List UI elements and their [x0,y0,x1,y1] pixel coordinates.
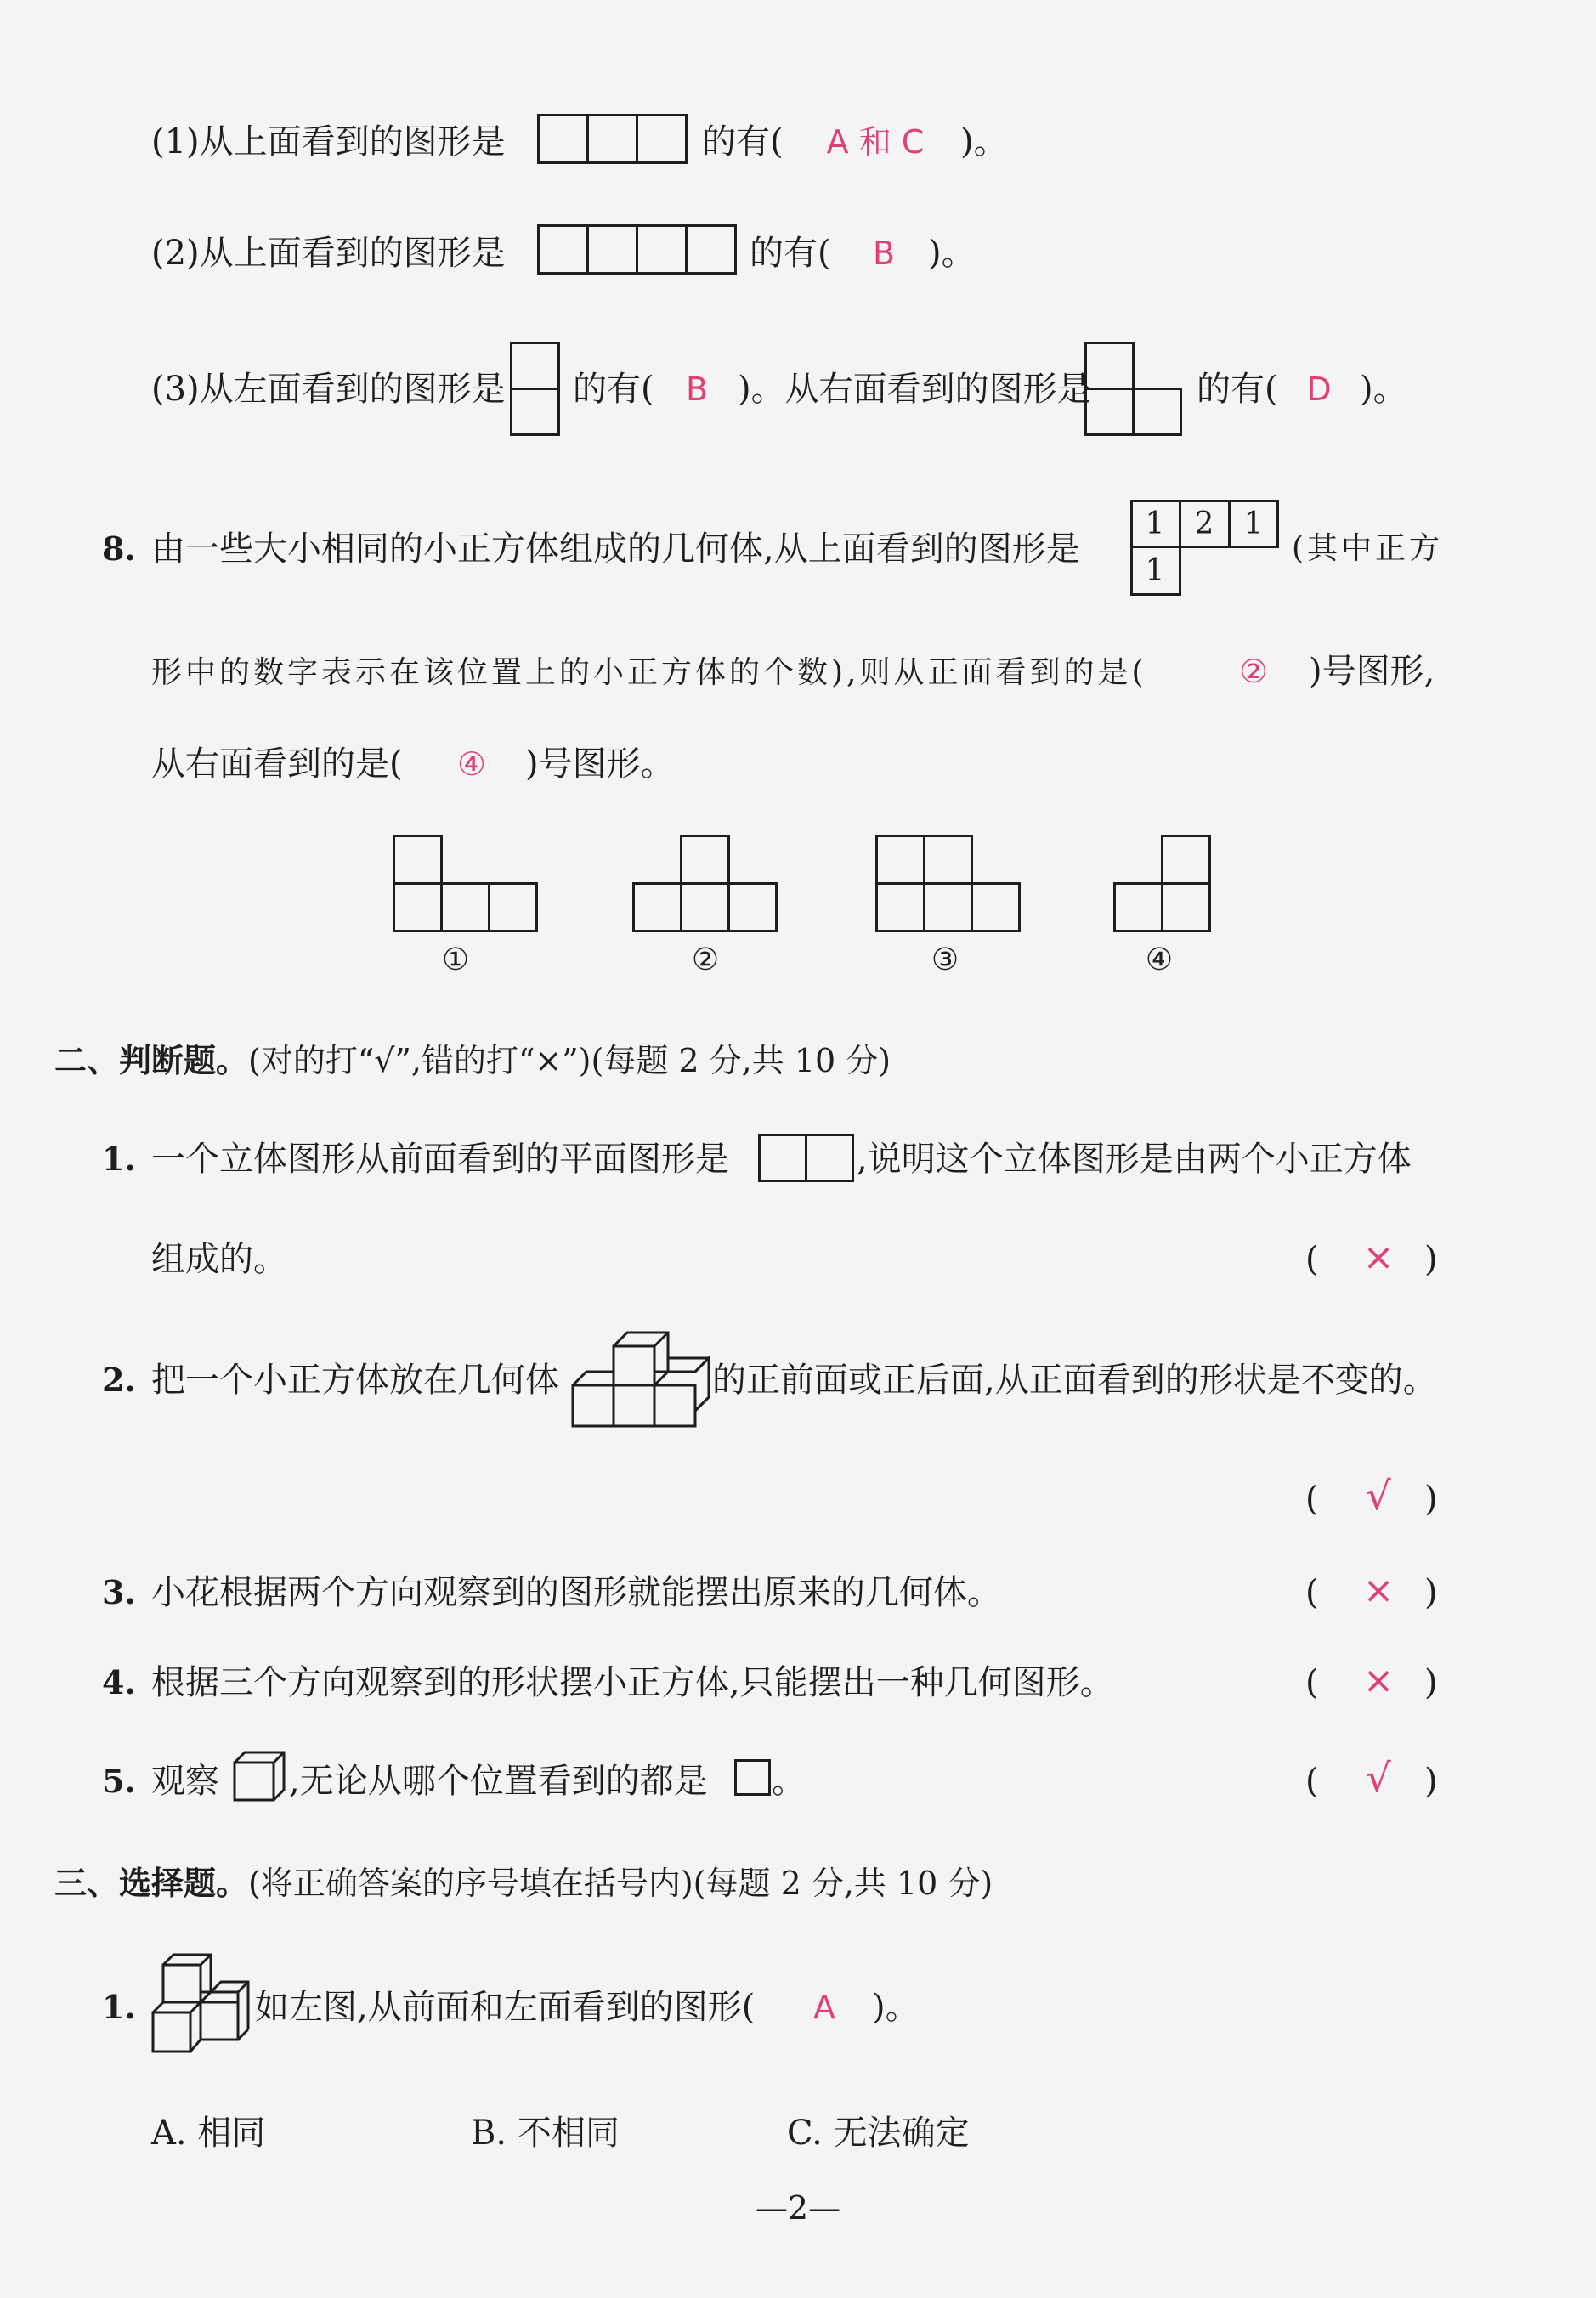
s2-item2-answer[interactable]: √ [1366,1473,1391,1519]
section3-note: (将正确答案的序号填在括号内)(每题 2 分,共 10 分) [248,1865,993,1902]
s2-item1-text2: 组成的。 [151,1240,287,1279]
q8-grid-cell-2: 2 [1194,507,1214,541]
q7-part3-suffix: )。 [1360,370,1407,409]
q7-part3-mid: 的有( [573,370,654,409]
q8-answer1[interactable]: ② [1238,653,1269,690]
s2-item5-text-tail: ,无论从哪个位置看到的都是 [289,1762,708,1801]
solid-three-cubes-figure [151,1951,257,2057]
q7-part3-prefix: (3)从左面看到的图形是 [151,370,506,409]
q8-figure-1-label: ① [441,942,470,977]
q8-line2-tail: )号图形, [1309,652,1435,691]
s3-q1-option-a[interactable]: A. 相同 [151,2114,266,2153]
q8-figure-1 [393,835,539,933]
s2-item5-text: 观察 [151,1762,219,1801]
q8-figure-3-label: ③ [931,942,959,977]
s2-item2-text: 把一个小正方体放在几何体 [151,1361,559,1400]
s2-item5-number: 5. [102,1762,136,1800]
s3-q1-text-tail: )。 [872,1988,920,2027]
q7-part2-suffix: )。 [928,234,976,273]
section2-title: 二、判断题。 [54,1042,249,1079]
s2-item1-number: 1. [102,1140,136,1178]
q7-part2-mid: 的有( [750,234,831,273]
q7-part2-prefix: (2)从上面看到的图形是 [151,234,506,273]
front-view-two-squares-figure [758,1134,855,1183]
q8-line2: 形中的数字表示在该位置上的小正方体的个数),则从正面看到的是( [151,655,1147,690]
page-number: —2— [755,2189,841,2227]
s2-item3-answer[interactable]: × [1362,1569,1395,1612]
s2-item1-open-paren: ( [1305,1240,1319,1279]
s2-item4-text: 根据三个方向观察到的形状摆小正方体,只能摆出一种几何图形。 [151,1663,1114,1702]
s2-item3-number: 3. [102,1573,136,1611]
top-view-three-squares-figure [537,114,688,165]
single-cube-figure [233,1751,287,1803]
q7-part3-mid3: 的有( [1197,370,1278,409]
section3-heading [54,1863,993,1904]
section3-title: 三、选择题。 [54,1865,249,1902]
solid-four-cubes-figure [571,1329,714,1429]
q7-part1-answer[interactable]: A 和 C [826,123,925,161]
s3-q1-number: 1. [102,1988,136,2026]
q8-line3: 从右面看到的是( [151,744,403,784]
q8-grid-cell-1: 1 [1145,507,1165,541]
s2-item2-number: 2. [102,1361,136,1399]
s3-q1-option-b[interactable]: B. 不相同 [471,2114,620,2153]
q7-part3-answer1[interactable]: B [685,371,709,408]
top-view-four-squares-figure [537,224,738,275]
s2-item4-open-paren: ( [1305,1663,1319,1702]
s2-item1-text-tail: ,说明这个立体图形是由两个小正方体 [857,1140,1412,1179]
q8-figure-2 [632,835,778,933]
q8-number: 8. [102,529,136,568]
right-view-l-shape-figure [1084,342,1183,437]
q7-part2-answer[interactable]: B [872,235,896,272]
s2-item2-close-paren: ) [1424,1480,1438,1519]
q8-figure-4-label: ④ [1145,942,1174,977]
s2-item4-close-paren: ) [1424,1663,1438,1702]
q8-answer2[interactable]: ④ [456,745,487,783]
q8-figure-4 [1113,835,1212,933]
q8-figure-2-label: ② [691,942,720,977]
s2-item5-open-paren: ( [1305,1762,1319,1801]
s3-q1-answer[interactable]: A [813,1989,835,2026]
s2-item1-text: 一个立体图形从前面看到的平面图形是 [151,1140,729,1179]
q7-part1-mid: 的有( [702,122,784,161]
s2-item5-close-paren: ) [1424,1762,1438,1801]
q8-grid-cell-3: 1 [1243,507,1264,541]
s3-q1-option-c[interactable]: C. 无法确定 [787,2114,970,2153]
s2-item3-text: 小花根据两个方向观察到的图形就能摆出原来的几何体。 [151,1573,1001,1612]
s2-item5-answer[interactable]: √ [1366,1755,1391,1801]
s2-item1-close-paren: ) [1424,1240,1438,1279]
s2-item4-answer[interactable]: × [1362,1659,1395,1702]
q8-line1-tail: (其中正方 [1292,531,1444,566]
q7-part1-suffix: )。 [960,122,1008,161]
s2-item3-close-paren: ) [1424,1573,1438,1612]
q7-part3-answer2[interactable]: D [1306,371,1332,408]
s2-item2-open-paren: ( [1305,1480,1319,1519]
left-view-two-stacked-squares-figure [510,342,561,437]
section2-note: (对的打“√”,错的打“×”)(每题 2 分,共 10 分) [248,1042,891,1079]
q8-figure-3 [875,835,1022,933]
s2-item4-number: 4. [102,1663,136,1701]
q7-part1-prefix: (1)从上面看到的图形是 [151,122,506,161]
q8-grid-cell-4: 1 [1145,553,1165,588]
s2-item5-text-end: 。 [772,1762,806,1801]
s2-item2-text-tail: 的正前面或正后面,从正面看到的形状是不变的。 [712,1361,1437,1400]
s3-q1-text: 如左图,从前面和左面看到的图形( [255,1988,756,2027]
q8-line1: 由一些大小相同的小正方体组成的几何体,从上面看到的图形是 [151,529,1080,569]
section2-heading [54,1040,891,1081]
s2-item3-open-paren: ( [1305,1573,1319,1612]
s2-item1-answer[interactable]: × [1362,1236,1395,1279]
square-shape-figure [734,1759,772,1797]
q8-line3-tail: )号图形。 [525,744,675,784]
q7-part3-mid2: )。从右面看到的图形是 [738,370,1091,409]
